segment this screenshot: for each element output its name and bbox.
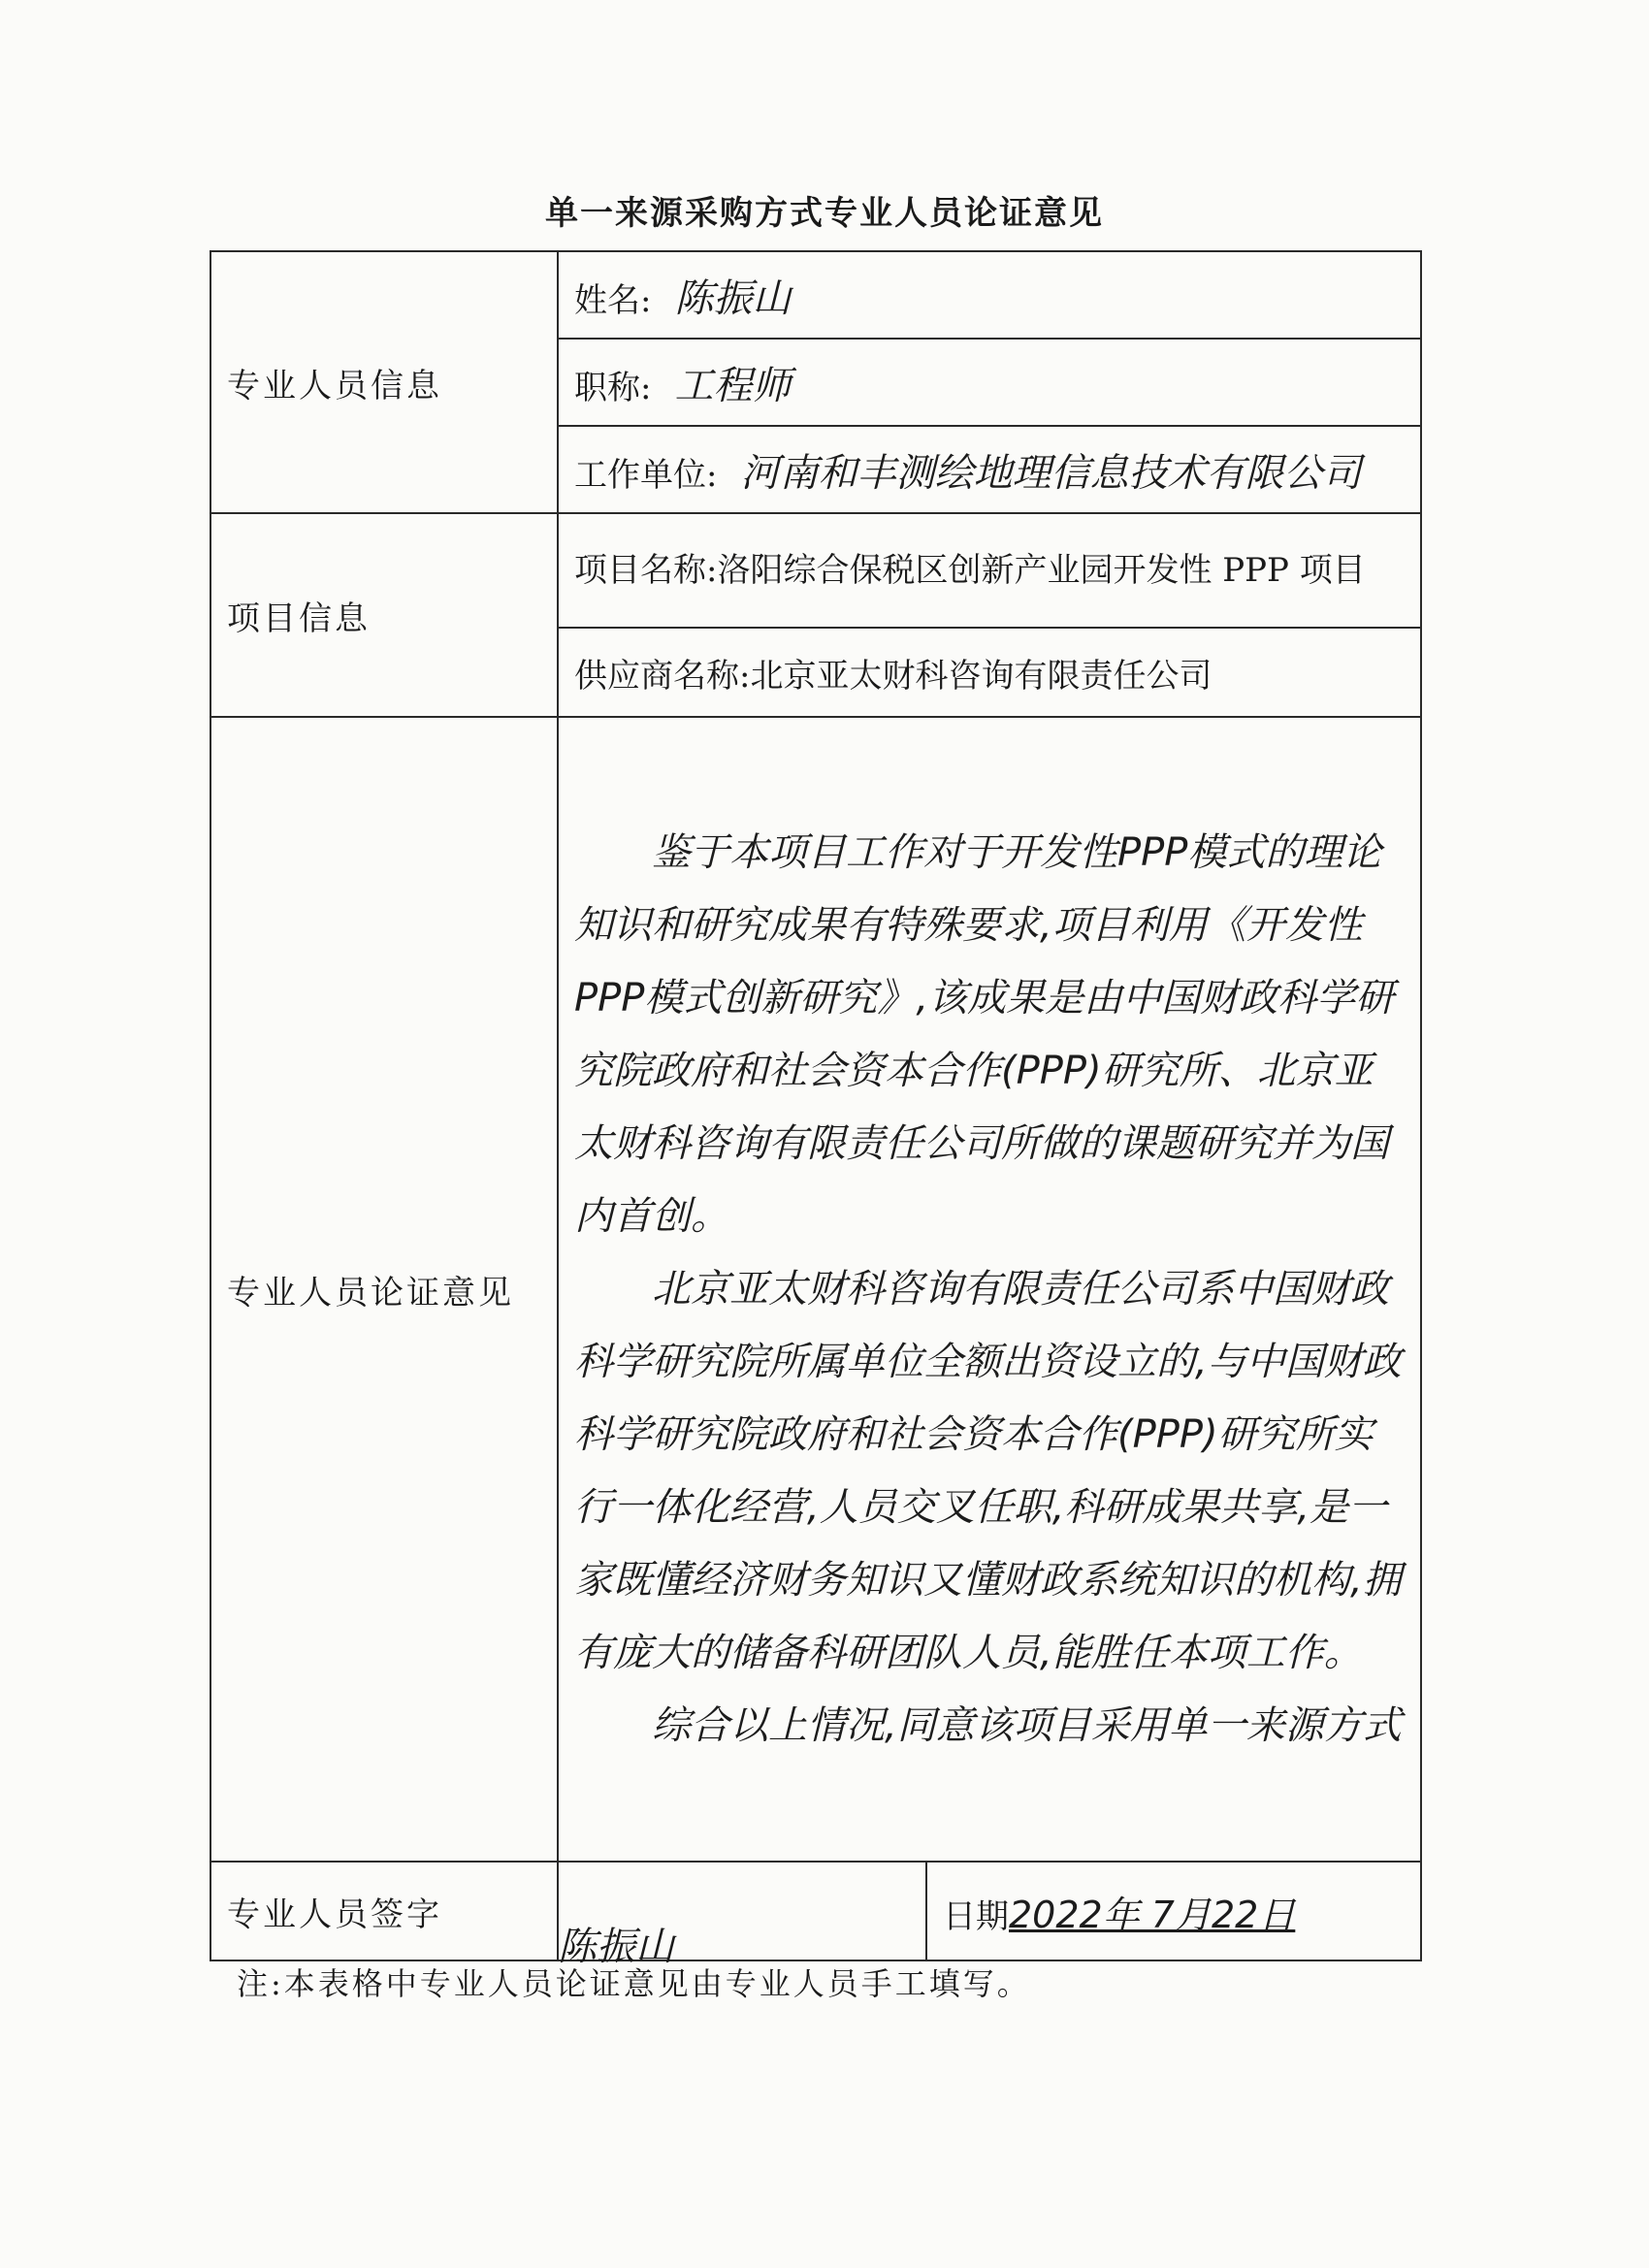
date-label: 日期 — [943, 1896, 1009, 1936]
project-name-row — [558, 513, 1421, 628]
name-value: 陈振山 — [674, 275, 792, 321]
project-name-value: 洛阳综合保税区创新产业园开发性 PPP 项目 — [717, 551, 1366, 590]
title-row — [558, 339, 1421, 426]
project-name-label: 项目名称: — [574, 551, 718, 590]
opinion-form-table — [210, 250, 1422, 1961]
handwritten-signature: 陈振山 — [558, 1925, 674, 1969]
work-unit-value: 河南和丰测绘地理信息技术有限公司 — [740, 450, 1362, 496]
opinion-text-cell — [558, 717, 1421, 1862]
unit-row — [558, 426, 1421, 513]
supplier-label: 供应商名称: — [574, 656, 751, 696]
date-cell — [926, 1862, 1421, 1960]
signature-label: 专业人员签字 — [210, 1862, 558, 1960]
opinion-label: 专业人员论证意见 — [210, 717, 558, 1862]
opinion-paragraph-1: 鉴于本项目工作对于开发性PPP模式的理论知识和研究成果有特殊要求,项目利用《开发性PPP模式创新研究》,该成果是由中国财政科学研究院政府和社会资本合作(PPP)研究所、北京亚太财科咨询有限责任公司所做的课题研究并为国内首创。 — [574, 829, 1395, 1239]
name-row — [558, 251, 1421, 339]
supplier-row — [558, 628, 1421, 717]
footnote: 注:本表格中专业人员论证意见由专业人员手工填写。 — [237, 1965, 1031, 2002]
project-info-label: 项目信息 — [210, 513, 558, 717]
opinion-paragraph-2: 北京亚太财科咨询有限责任公司系中国财政科学研究院所属单位全额出资设立的,与中国财政科学研究院政府和社会资本合作(PPP)研究所实行一体化经营,人员交叉任职,科研成果共享,是一家既懂经济财务知识又懂财政系统知识的机构,拥有庞大的储备科研团队人员,能胜任本项工作。 — [574, 1266, 1402, 1675]
date-value: 2022年 7月22日 — [1009, 1893, 1296, 1936]
page-title: 单一来源采购方式专业人员论证意见 — [545, 194, 1104, 233]
work-unit-label: 工作单位: — [574, 455, 718, 495]
job-title-value: 工程师 — [674, 363, 792, 408]
opinion-paragraph-3: 综合以上情况,同意该项目采用单一来源方式 — [652, 1702, 1402, 1748]
name-label: 姓名: — [574, 280, 652, 320]
job-title-label: 职称: — [574, 368, 652, 407]
supplier-value: 北京亚太财科咨询有限责任公司 — [750, 656, 1212, 696]
expert-info-label: 专业人员信息 — [210, 251, 558, 513]
